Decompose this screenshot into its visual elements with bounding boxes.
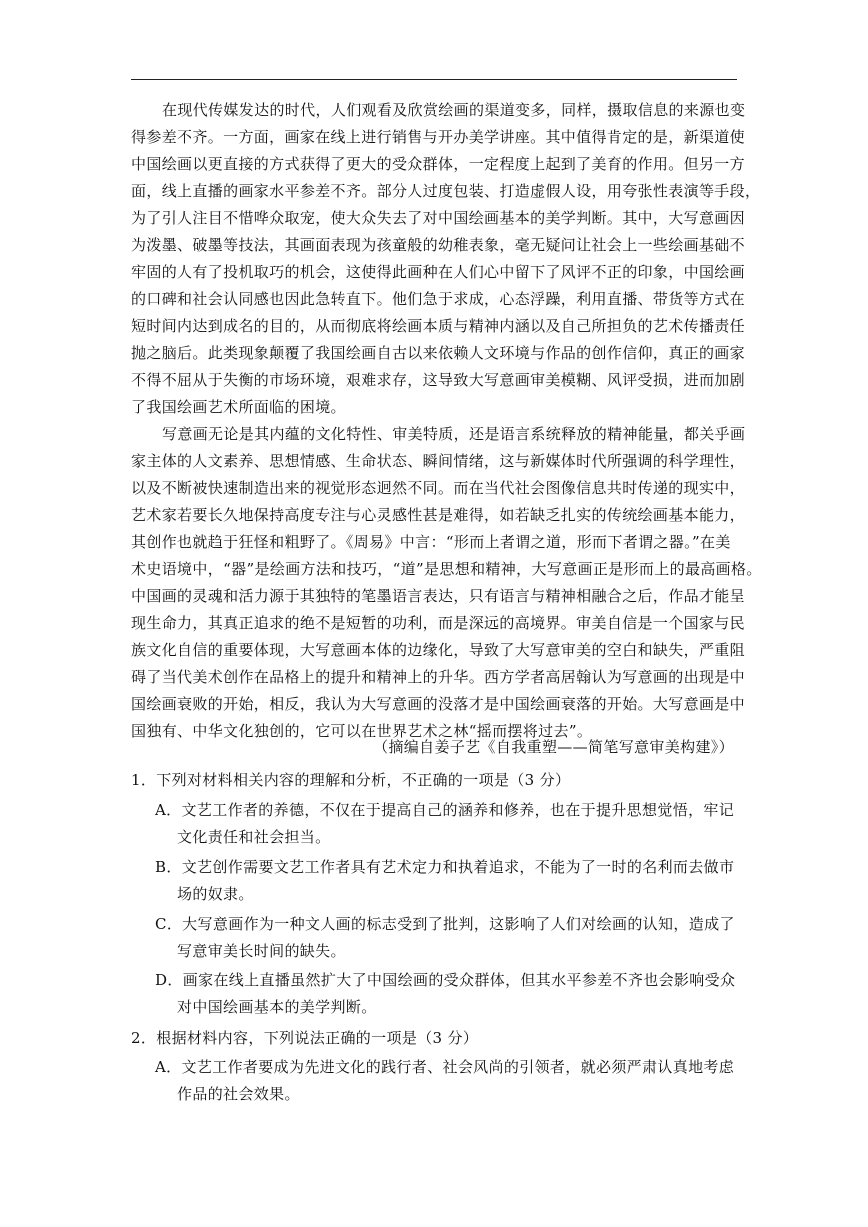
paragraph-line: 牢固的人有了投机取巧的机会，这使得此画种在人们心中留下了风评不正的印象，中国绘画 [131, 263, 746, 281]
paragraph-line: 家主体的人文素养、思想情感、生命状态、瞬间情绪，这与新媒体时代所强调的科学理性， [131, 452, 746, 470]
paragraph-line: 不得不屈从于失衡的市场环境，艰难求存，这导致大写意画审美模糊、风评受损，进而加剧 [131, 371, 746, 389]
question-stem: 1．下列对材料相关内容的理解和分析，不正确的一项是（3 分） [131, 771, 571, 789]
paragraph-line: 族文化自信的重要体现，大写意画本体的边缘化，导致了大写意审美的空白和缺失，严重阻 [131, 641, 746, 659]
question-stem: 2．根据材料内容，下列说法正确的一项是（3 分） [131, 1029, 479, 1047]
paragraph-line: 面，线上直播的画家水平参差不齐。部分人过度包装、打造虚假人设，用夸张性表演等手段， [131, 182, 761, 200]
option-line: A．文艺工作者的养德，不仅在于提高自己的涵养和修养，也在于提升思想觉悟，牢记 [155, 801, 735, 819]
paragraph-line: 抛之脑后。此类现象颠覆了我国绘画自古以来依赖人文环境与作品的创作信仰，真正的画家 [131, 344, 746, 362]
paragraph-line: 为了引人注目不惜哗众取宠，使大众失去了对中国绘画基本的美学判断。其中，大写意画因 [131, 209, 746, 227]
paragraph-line: 得参差不齐。一方面，画家在线上进行销售与开办美学讲座。其中值得肯定的是，新渠道使 [131, 128, 746, 146]
paragraph-line: 术史语境中，“器”是绘画方法和技巧，“道”是思想和精神，大写意画正是形而上的最高画格。 [131, 560, 762, 578]
paragraph-line: 以及不断被快速制造出来的视觉形态迥然不同。而在当代社会图像信息共时传递的现实中， [131, 479, 746, 497]
option-line: 文化责任和社会担当。 [177, 828, 331, 846]
option-line: C．大写意画作为一种文人画的标志受到了批判，这影响了人们对绘画的认知，造成了 [155, 915, 735, 933]
paragraph-line: 其创作也就趋于狂怪和粗野了。《周易》中言：“形而上者谓之道，形而下者谓之器。”在美 [131, 533, 731, 551]
option-line: D．画家在线上直播虽然扩大了中国绘画的受众群体，但其水平参差不齐也会影响受众 [155, 971, 736, 989]
paragraph-line: 国绘画衰败的开始，相反，我认为大写意画的没落才是中国绘画衰落的开始。大写意画是中 [131, 695, 746, 713]
paragraph-line: 写意画无论是其内蕴的文化特性、审美特质，还是语言系统释放的精神能量，都关乎画 [162, 425, 746, 443]
paragraph-line: 的口碑和社会认同感也因此急转直下。他们急于求成，心态浮躁，利用直播、带货等方式在 [131, 290, 746, 308]
paragraph-line: 中国绘画以更直接的方式获得了更大的受众群体，一定程度上起到了美育的作用。但另一方 [131, 155, 746, 173]
header-rule [131, 79, 737, 80]
option-line: 场的奴隶。 [177, 885, 254, 903]
option-line: 对中国绘画基本的美学判断。 [177, 998, 377, 1016]
paragraph-line: 短时间内达到成名的目的，从而彻底将绘画本质与精神内涵以及自己所担负的艺术传播责任 [131, 317, 746, 335]
paragraph-line: 了我国绘画艺术所面临的困境。 [131, 398, 346, 416]
paragraph-line: 艺术家若要长久地保持高度专注与心灵感性甚是难得，如若缺乏扎实的传统绘画基本能力， [131, 506, 746, 524]
paragraph-line: 为泼墨、破墨等技法，其画面表现为孩童般的幼稚表象，毫无疑问让社会上一些绘画基础不 [131, 236, 746, 254]
option-line: A．文艺工作者要成为先进文化的践行者、社会风尚的引领者，就必须严肃认真地考虑 [155, 1058, 735, 1076]
paragraph-line: 在现代传媒发达的时代，人们观看及欣赏绘画的渠道变多，同样，摄取信息的来源也变 [162, 101, 746, 119]
source-citation: （摘编自姜子艺《自我重塑——简笔写意审美构建》） [373, 738, 734, 756]
option-line: B．文艺创作需要文艺工作者具有艺术定力和执着追求，不能为了一时的名利而去做市 [155, 858, 735, 876]
paragraph-line: 中国画的灵魂和活力源于其独特的笔墨语言表达，只有语言与精神相融合之后，作品才能呈 [131, 587, 746, 605]
option-line: 作品的社会效果。 [177, 1085, 300, 1103]
paragraph-line: 现生命力，其真正追求的绝不是短暂的功利，而是深远的高境界。审美自信是一个国家与民 [131, 614, 746, 632]
paragraph-line: 国独有、中华文化独创的，它可以在世界艺术之林“摇而摆将过去”。 [131, 722, 593, 740]
option-line: 写意审美长时间的缺失。 [177, 942, 346, 960]
paragraph-line: 碍了当代美术创作在品格上的提升和精神上的升华。西方学者高居翰认为写意画的出现是中 [131, 668, 746, 686]
